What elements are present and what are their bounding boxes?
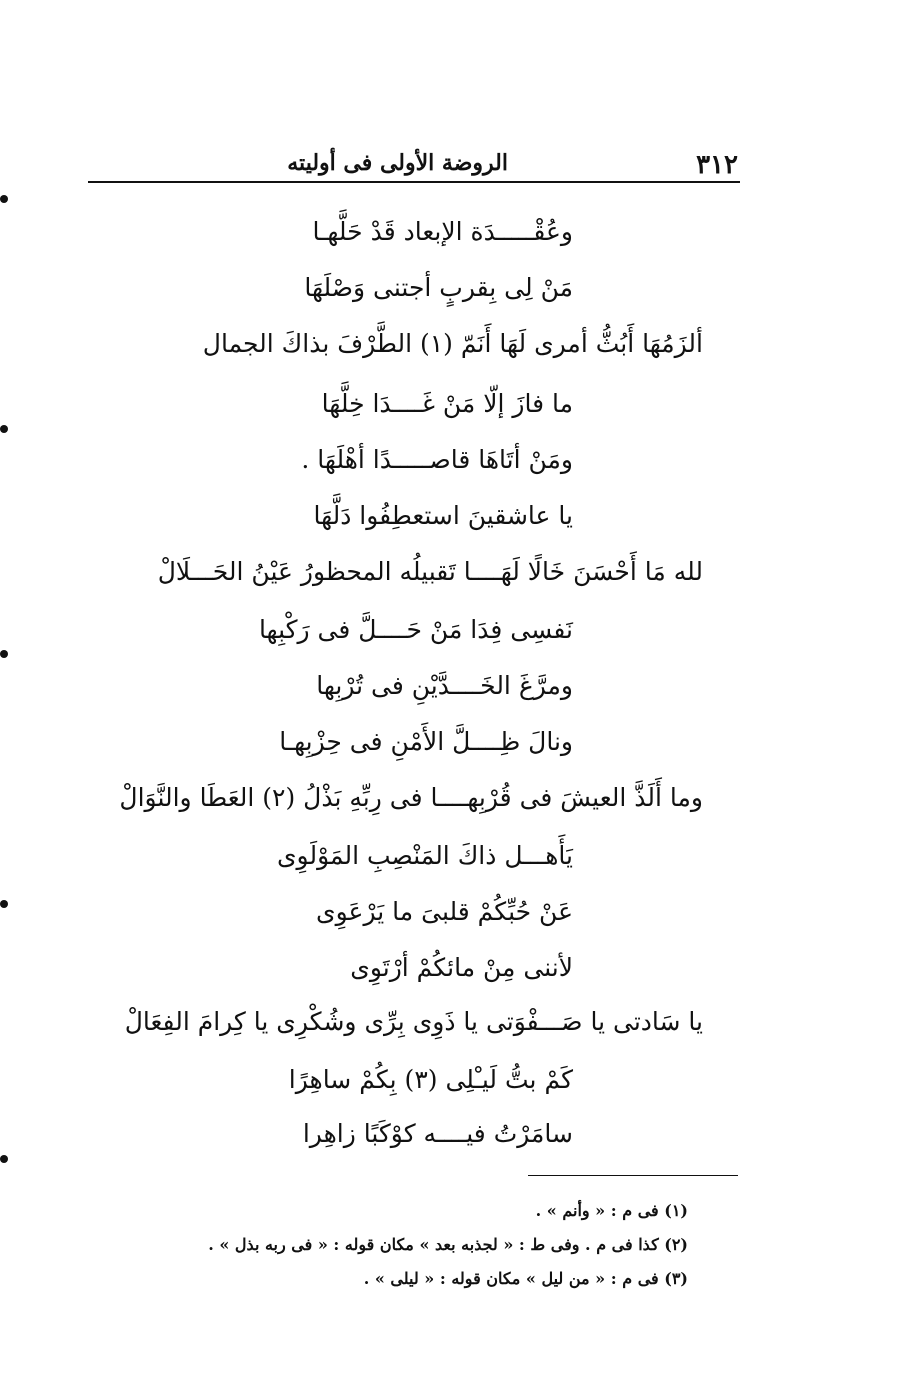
poem-line: يا سَادتى يا صَـــفْوَتى يا ذَوِى بِرِّى وشُكْرِى يا كِرامَ الفِعَالْ — [124, 1007, 703, 1036]
footnote: (٣) فى م : « من ليل » مكان قوله : « ليلى » . — [363, 1269, 688, 1288]
poem-line: ومرَّغَ الخَــــدَّيْنِ فى تُرْبِها — [316, 671, 573, 700]
poem-line: ومَنْ أتَاهَا قاصـــــدًا أهْلَهَا . — [301, 445, 573, 474]
poem-line: وما أَلَذَّ العيشَ فى قُرْبِهــــا فى رِبِّهِ بَذْلُ (٢) العَطَا والنَّوَالْ — [119, 783, 703, 812]
margin-mark — [0, 1155, 8, 1163]
margin-mark — [0, 650, 8, 658]
poem-line: كَمْ بتُّ لَيـْلِى (٣) بِكُمْ ساهِرًا — [288, 1065, 573, 1094]
footnote: (١) فى م : « وأنم » . — [535, 1201, 688, 1220]
running-title: الروضة الأولى فى أوليته — [287, 150, 508, 176]
margin-mark — [0, 425, 8, 433]
poem-line: يا عاشقينَ استعطِفُوا دَلَّهَا — [313, 501, 573, 530]
poem-line: عَنْ حُبِّكُمْ قلبىَ ما يَرْعَوِى — [316, 897, 573, 926]
margin-mark — [0, 900, 8, 908]
poem-line: لله مَا أَحْسَنَ خَالًا لَهَــــا تَقبيلُه المحظورُ عَيْنُ الحَـــلَالْ — [157, 557, 703, 586]
page-number: ٣١٢ — [696, 150, 738, 180]
footnote-rule — [528, 1175, 738, 1176]
poem-line: ما فازَ إلّا مَنْ غَــــدَا خِلَّهَا — [321, 389, 573, 418]
page-header — [88, 148, 738, 184]
header-rule — [88, 181, 740, 183]
poem-line: يَأَهـــل ذاكَ المَنْصِبِ المَوْلَوِى — [276, 841, 573, 870]
poem-line: مَنْ لِى بِقربٍ أجتنى وَصْلَهَا — [304, 273, 573, 302]
poem-line: وعُقْـــــدَة الإبعاد قَدْ حَلَّهـا — [312, 217, 573, 246]
poem-line: سامَرْتُ فيــــه كوْكَبًا زاهِرا — [302, 1119, 573, 1148]
poem-line: ألزَمُهَا أَبُثُّ أمرى لَهَا أَنَمّ (١) الطَّرْفَ بذاكَ الجمال — [202, 329, 703, 358]
margin-mark — [0, 195, 8, 203]
poem-line: لأننى مِنْ مائكُمْ أرْتَوِى — [350, 953, 573, 982]
footnote: (٢) كذا فى م . وفى ط : « لجذبه بعد » مكان قوله : « فى ربه بذل » . — [208, 1235, 688, 1254]
poem-line: ونالَ ظِــــلَّ الأَمْنِ فى حِزْبِهـا — [279, 727, 573, 756]
poem-line: نَفسِى فِدَا مَنْ حَــــلَّ فى رَكْبِها — [258, 615, 573, 644]
